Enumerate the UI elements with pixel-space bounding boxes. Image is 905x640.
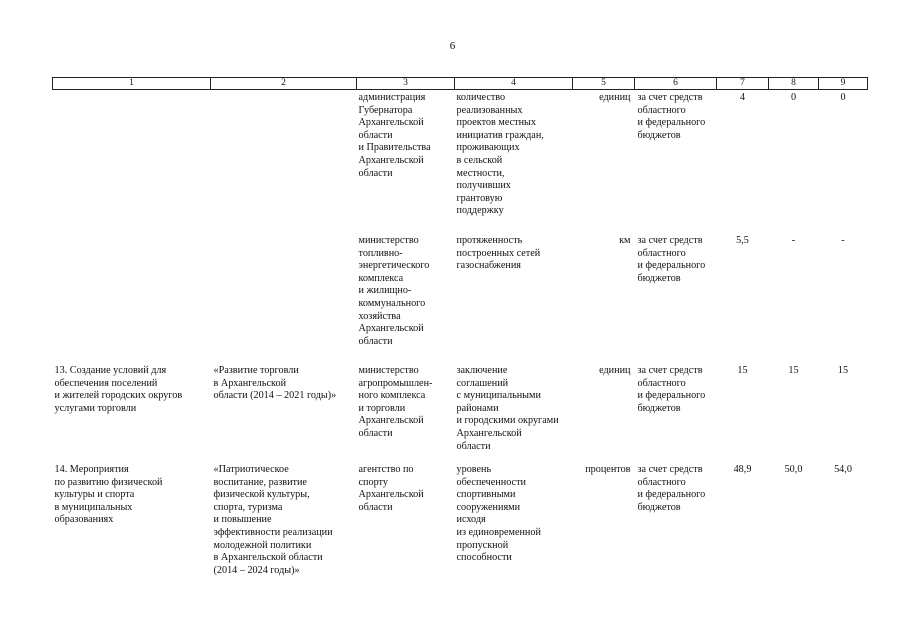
value-cell-7: 15 [737,365,748,376]
value-cell-7: 5,5 [736,235,749,246]
measure-cell: 13. Создание условий для обеспечения поселений и жителей городских округов услугами торговли [54,365,183,414]
indicator-cell: заключение соглашений с муниципальными районами и городскими округами Архангельской области [456,365,559,452]
column-header-3: 3 [357,78,455,90]
column-header-7: 7 [717,78,769,90]
program-cell [211,90,357,234]
value-cell-7: 4 [739,92,746,103]
executor-cell: министерство топливно- энергетического комплекса и жилищно- коммунального хозяйства Архангельской области [358,235,430,347]
indicator-cell: уровень обеспеченности спортивными сооружениями исходя из единовременной пропускной способности [456,464,541,564]
measure-cell: 14. Мероприятия по развитию физической культуры и спорта в муниципальных образованиях [54,464,163,526]
value-cell-8: 0 [790,92,797,103]
value-cell-7: 48,9 [733,464,752,475]
indicator-cell: протяженность построенных сетей газоснабжения [456,235,541,272]
funding-cell: за счет средств областного и федерального бюджетов [637,464,706,513]
program-cell: «Развитие торговли в Архангельской области (2014 – 2021 годы)» [213,365,337,402]
indicator-cell: количество реализованных проектов местных инициатив граждан, проживающих в сельской местности, получивших грантовую поддержку [456,92,544,217]
unit-cell: единиц [599,92,631,103]
value-cell-9: 0 [840,92,846,103]
column-header-5: 5 [573,78,635,90]
value-cell-8: - [791,235,796,246]
funding-cell: за счет средств областного и федерального бюджетов [637,92,706,141]
value-cell-9: 54,0 [834,464,852,475]
value-cell-9: - [841,235,845,246]
executor-cell: администрация Губернатора Архангельской области и Правительства Архангельской области [358,92,431,179]
measure-cell [53,233,211,363]
column-header-9: 9 [819,78,868,90]
table-row [53,363,868,462]
unit-cell: процентов [585,464,631,475]
column-header-8: 8 [769,78,819,90]
value-cell-9: 15 [837,365,849,376]
executor-cell: министерство агропромышлен- ного комплекса и торговли Архангельской области [358,365,433,439]
unit-cell: км [619,235,631,246]
program-table [52,77,868,584]
page-number: 6 [449,40,456,52]
column-header-4: 4 [455,78,573,90]
column-header-1: 1 [53,78,211,90]
header-row [53,78,868,90]
column-header-2: 2 [211,78,357,90]
value-cell-8: 50,0 [784,464,803,475]
table-row [53,90,868,234]
measure-cell [53,90,211,234]
unit-cell: единиц [599,365,631,376]
funding-cell: за счет средств областного и федерального бюджетов [637,235,706,284]
program-cell: «Патриотическое воспитание, развитие физической культуры, спорта, туризма и повышение эффективности реализации молодежной политики в Архангельской области (2014 – 2024 годы)» [213,464,333,576]
funding-cell: за счет средств областного и федерального бюджетов [637,365,706,414]
table-row [53,462,868,584]
executor-cell: агентство по спорту Архангельской области [358,464,424,513]
program-cell [211,233,357,363]
column-header-6: 6 [635,78,717,90]
table-row [53,233,868,363]
value-cell-8: 15 [788,365,799,376]
